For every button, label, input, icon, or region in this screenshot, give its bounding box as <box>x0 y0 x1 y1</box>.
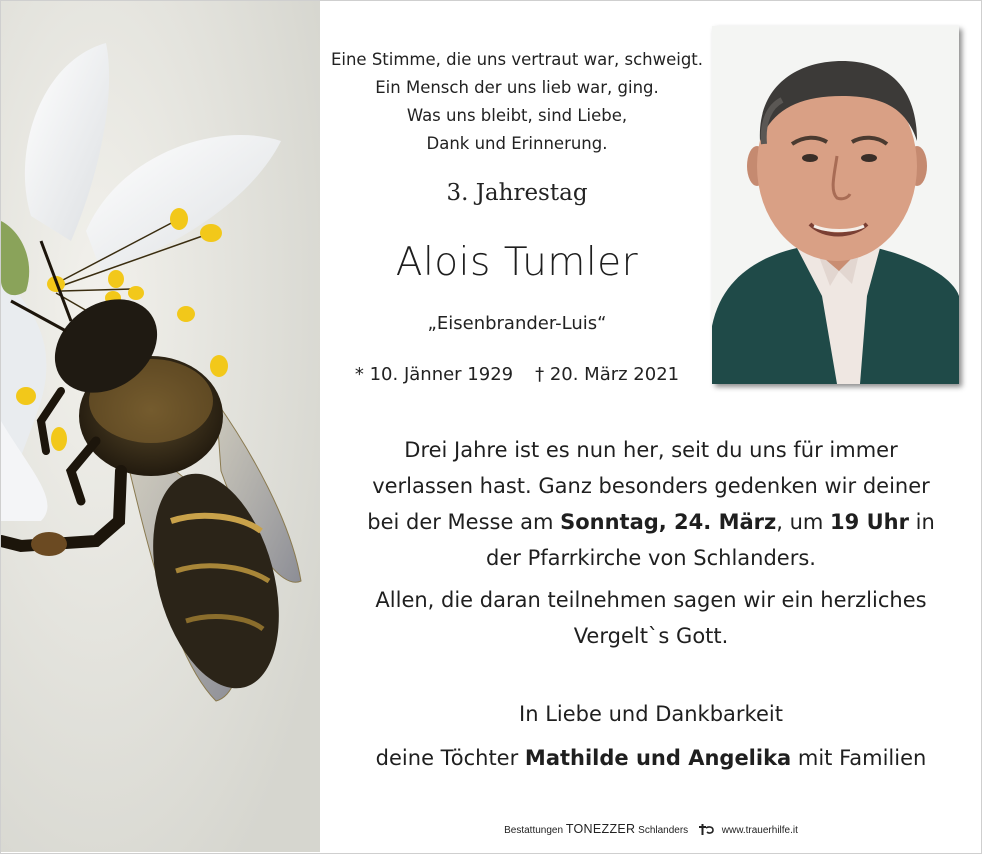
deceased-nickname: „Eisenbrander-Luis“ <box>427 313 607 334</box>
message-line: Vergelt`s Gott. <box>573 624 729 648</box>
bee-blossom-photo <box>1 1 320 852</box>
message-line: der Pfarrkirche von Schlanders. <box>486 546 816 570</box>
mass-date: Sonntag, 24. März <box>560 510 777 534</box>
message-line: verlassen hast. Ganz besonders gedenken wir deiner <box>372 474 930 498</box>
birth-date: * 10. Jänner 1929 <box>354 364 514 385</box>
daughters-names: Mathilde und Angelika <box>524 746 792 770</box>
funeral-home-name: TONEZZER <box>565 822 636 836</box>
closing-line: In Liebe und Dankbarkeit <box>519 702 783 726</box>
message-line: Drei Jahre ist es nun her, seit du uns für immer <box>404 438 898 462</box>
footer-prefix: Bestattungen <box>504 825 564 836</box>
signature-text: mit Familien <box>791 746 927 770</box>
poem-line: Ein Mensch der uns lieb war, ging. <box>375 78 659 97</box>
death-date: † 20. März 2021 <box>535 364 680 385</box>
message-text: , um <box>776 510 831 534</box>
footer-town: Schlanders <box>638 825 689 836</box>
deceased-portrait <box>712 26 959 384</box>
deceased-name: Alois Tumler <box>395 240 639 285</box>
message-text: in <box>908 510 935 534</box>
closing-signature <box>322 692 980 780</box>
life-dates <box>322 364 712 385</box>
poem-line: Dank und Erinnerung. <box>426 134 608 153</box>
poem-line: Eine Stimme, die uns vertraut war, schweigt. <box>330 50 704 69</box>
poem-line: Was uns bleibt, sind Liebe, <box>406 106 628 125</box>
trauerhilfe-logo-icon <box>697 823 715 839</box>
memorial-message <box>322 432 980 654</box>
anniversary-heading: 3. Jahrestag <box>446 180 588 206</box>
mass-time: 19 Uhr <box>830 510 909 534</box>
message-line-mass-details <box>322 504 980 540</box>
memorial-poem <box>322 46 712 158</box>
signature-line <box>322 736 980 780</box>
message-text: bei der Messe am <box>367 510 561 534</box>
funeral-home-footer <box>322 822 980 839</box>
message-line: Allen, die daran teilnehmen sagen wir ein herzliches <box>375 588 927 612</box>
signature-text: deine Töchter <box>375 746 525 770</box>
footer-website[interactable]: www.trauerhilfe.it <box>721 825 798 836</box>
